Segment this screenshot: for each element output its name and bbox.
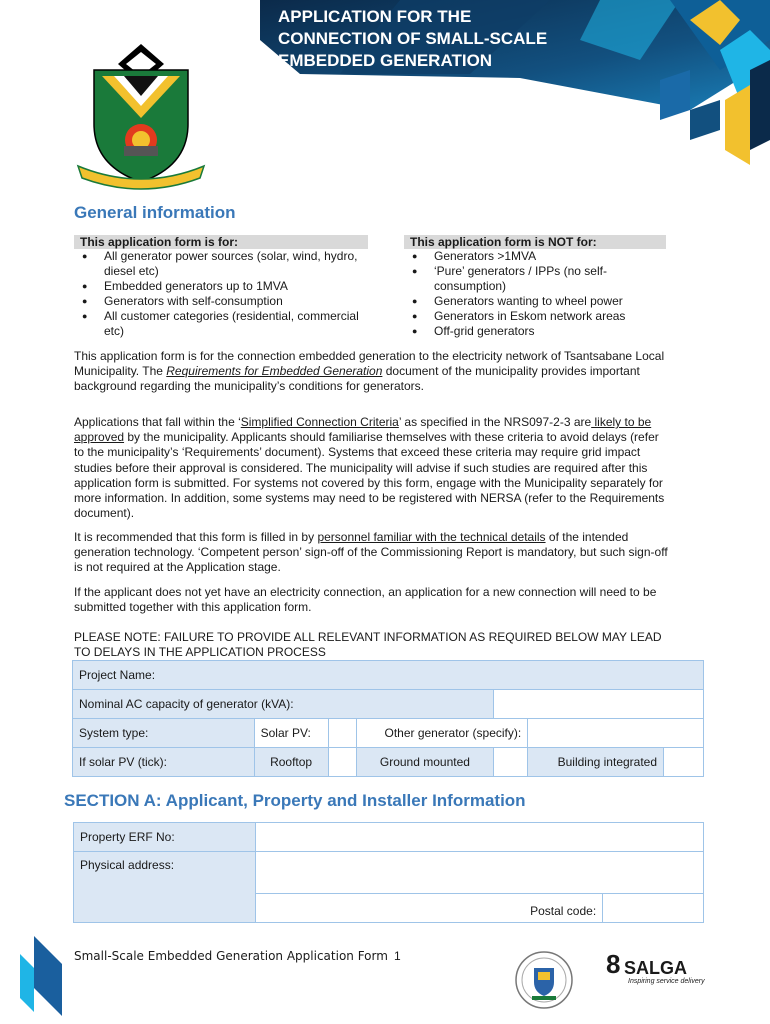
address-input[interactable] bbox=[255, 852, 703, 894]
other-generator-label: Other generator (specify): bbox=[356, 719, 528, 748]
not-for-column-title: This application form is NOT for: bbox=[404, 235, 666, 249]
erf-input[interactable] bbox=[255, 823, 703, 852]
recommendation-text-a: It is recommended that this form is filled in by bbox=[74, 530, 318, 544]
nominal-ac-label: Nominal AC capacity of generator (kVA): bbox=[73, 690, 494, 719]
salga-wordmark: SALGA bbox=[624, 958, 687, 978]
section-a-table bbox=[73, 822, 704, 923]
footer-corner-graphic bbox=[16, 936, 66, 1016]
salga-8-mark: 8 bbox=[606, 949, 621, 979]
not-for-column bbox=[404, 235, 666, 339]
for-item: ● Generators with self-consumption bbox=[74, 294, 368, 309]
erf-label: Property ERF No: bbox=[74, 823, 256, 852]
footer-municipal-seal bbox=[514, 950, 574, 1010]
personnel-text: personnel familiar with the technical details bbox=[317, 530, 546, 544]
project-name-field[interactable] bbox=[73, 661, 704, 690]
solar-pv-label: Solar PV: bbox=[254, 719, 328, 748]
postal-code-input[interactable] bbox=[603, 894, 704, 923]
for-column-title: This application form is for: bbox=[74, 235, 368, 249]
for-item: ● Embedded generators up to 1MVA bbox=[74, 279, 368, 294]
salga-logo bbox=[606, 949, 705, 990]
postal-code-label: Postal code: bbox=[255, 894, 602, 923]
nominal-ac-input[interactable] bbox=[494, 690, 704, 719]
address-label: Physical address: bbox=[74, 852, 256, 923]
solar-pv-checkbox[interactable] bbox=[328, 719, 356, 748]
simplified-criteria-text: Simplified Connection Criteria bbox=[240, 415, 399, 429]
project-name-label: Project Name: bbox=[79, 668, 156, 682]
page-number: 1 bbox=[394, 949, 401, 963]
intro-text-b: document of the municipality provides important background regarding the municipality’s conditions for generators. bbox=[74, 364, 640, 394]
building-integrated-label: Building integrated bbox=[528, 748, 664, 777]
likely-approved-text: likely to be approved bbox=[74, 415, 652, 445]
intro-text-a: This application form is for the connection embedded generation to the electricity network of Tsantsabane Local Municipality. The bbox=[74, 349, 665, 379]
requirements-document-link[interactable]: Requirements for Embedded Generation bbox=[166, 364, 383, 379]
salga-tagline: Inspiring service delivery bbox=[628, 978, 705, 985]
municipal-crest-logo bbox=[72, 42, 210, 194]
footer-form-name: Small-Scale Embedded Generation Application Form bbox=[74, 949, 388, 963]
rooftop-label: Rooftop bbox=[254, 748, 328, 777]
section-a-heading: SECTION A: Applicant, Property and Installer Information bbox=[64, 791, 526, 810]
for-item: ● All customer categories (residential, commercial etc) bbox=[74, 309, 368, 339]
please-note: PLEASE NOTE: FAILURE TO PROVIDE ALL RELEVANT INFORMATION AS REQUIRED BELOW MAY LEAD TO DELAYS IN THE APPLICATION PROCESS bbox=[74, 630, 662, 660]
intro-paragraph bbox=[74, 349, 672, 395]
other-generator-input[interactable] bbox=[528, 719, 704, 748]
title-line-1: APPLICATION FOR THE bbox=[278, 7, 472, 26]
rooftop-checkbox[interactable] bbox=[328, 748, 356, 777]
criteria-text-a: Applications that fall within the ‘ bbox=[74, 415, 241, 429]
title-line-3: EMBEDDED GENERATION bbox=[278, 51, 493, 70]
new-connection-paragraph: If the applicant does not yet have an electricity connection, an application for a new connection will need to be submitted together with this application form. bbox=[74, 585, 657, 615]
if-solar-label: If solar PV (tick): bbox=[73, 748, 255, 777]
general-information-heading: General information bbox=[74, 203, 236, 222]
ground-mounted-checkbox[interactable] bbox=[494, 748, 528, 777]
criteria-paragraph bbox=[74, 415, 672, 521]
title-line-2: CONNECTION OF SMALL-SCALE bbox=[278, 29, 548, 48]
document-title bbox=[278, 6, 638, 72]
for-column bbox=[74, 235, 368, 339]
not-for-item: ● Generators wanting to wheel power bbox=[404, 294, 666, 309]
system-type-label: System type: bbox=[73, 719, 255, 748]
recommendation-text-b: of the intended generation technology. ‘Competent person’ sign-off of the Commissioning Report is mandatory, but such sign-off is not required at the Application stage. bbox=[74, 530, 668, 575]
not-for-item: ● ‘Pure’ generators / IPPs (no self-consumption) bbox=[404, 264, 666, 294]
recommendation-paragraph bbox=[74, 530, 672, 576]
building-integrated-checkbox[interactable] bbox=[664, 748, 704, 777]
ground-mounted-label: Ground mounted bbox=[356, 748, 494, 777]
not-for-item: ● Off-grid generators bbox=[404, 324, 666, 339]
not-for-item: ● Generators in Eskom network areas bbox=[404, 309, 666, 324]
criteria-text-b: ’ as specified in the NRS097-2-3 are bbox=[398, 415, 592, 429]
not-for-item: ● Generators >1MVA bbox=[404, 249, 666, 264]
project-details-table bbox=[72, 660, 704, 777]
criteria-text-c: by the municipality. Applicants should familiarise themselves with these criteria to avoid delays (refer to the municipality’s ‘Requirements’ document). Systems that exceed these criteria may require grid impact studies before their approval is considered. The municipality will advise if such studies are required after this application form is submitted. For systems not covered by this form, engage with the Municipality separately for more information. In addition, some systems may need to be registered with NERSA (refer to the Requirements document). bbox=[74, 430, 665, 521]
for-item: ● All generator power sources (solar, wind, hydro, diesel etc) bbox=[74, 249, 368, 279]
